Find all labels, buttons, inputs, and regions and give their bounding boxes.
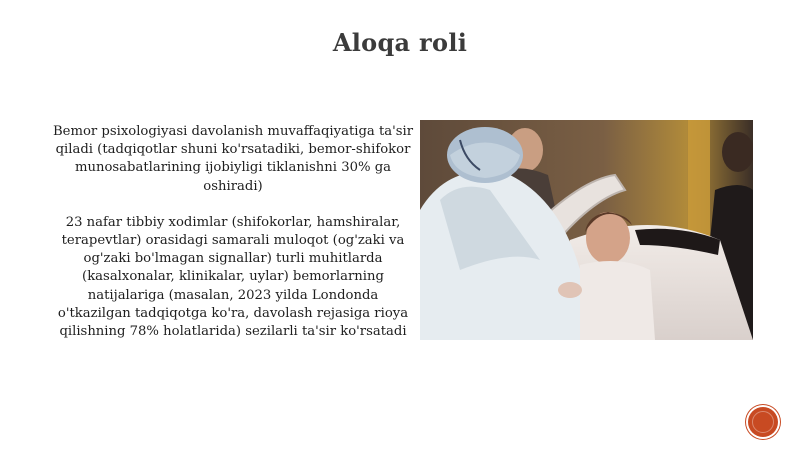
slide-title: Aloqa roli [332, 28, 468, 57]
paragraph-1: Bemor psixologiyasi davolanish muvaffaqiyatiga ta'sir qiladi (tadqiqotlar shuni ko'rsatadiki, bemor-shifokor munosabatlarining ijobiyligi tiklanishni 30% ga oshiradi) [52, 124, 414, 194]
next-slide-button[interactable] [748, 407, 778, 437]
circle-icon [752, 411, 774, 433]
slide-body [52, 123, 414, 341]
paragraph-2: 23 nafar tibbiy xodimlar (shifokorlar, hamshiralar, terapevtlar) orasidagi samarali muloqot (og'zaki va og'zaki bo'lmagan signallar) turli muhitlarda (kasalxonalar, klinikalar, uylar) bemorlarning natijalariga (masalan, 2023 yilda Londonda o'tkazilgan tadqiqotga ko'ra, davolash rejasiga rioya qilishning 78% holatlarida) sezilarli ta'sir ko'rsatadi [57, 214, 409, 340]
hospital-photo [420, 120, 753, 340]
